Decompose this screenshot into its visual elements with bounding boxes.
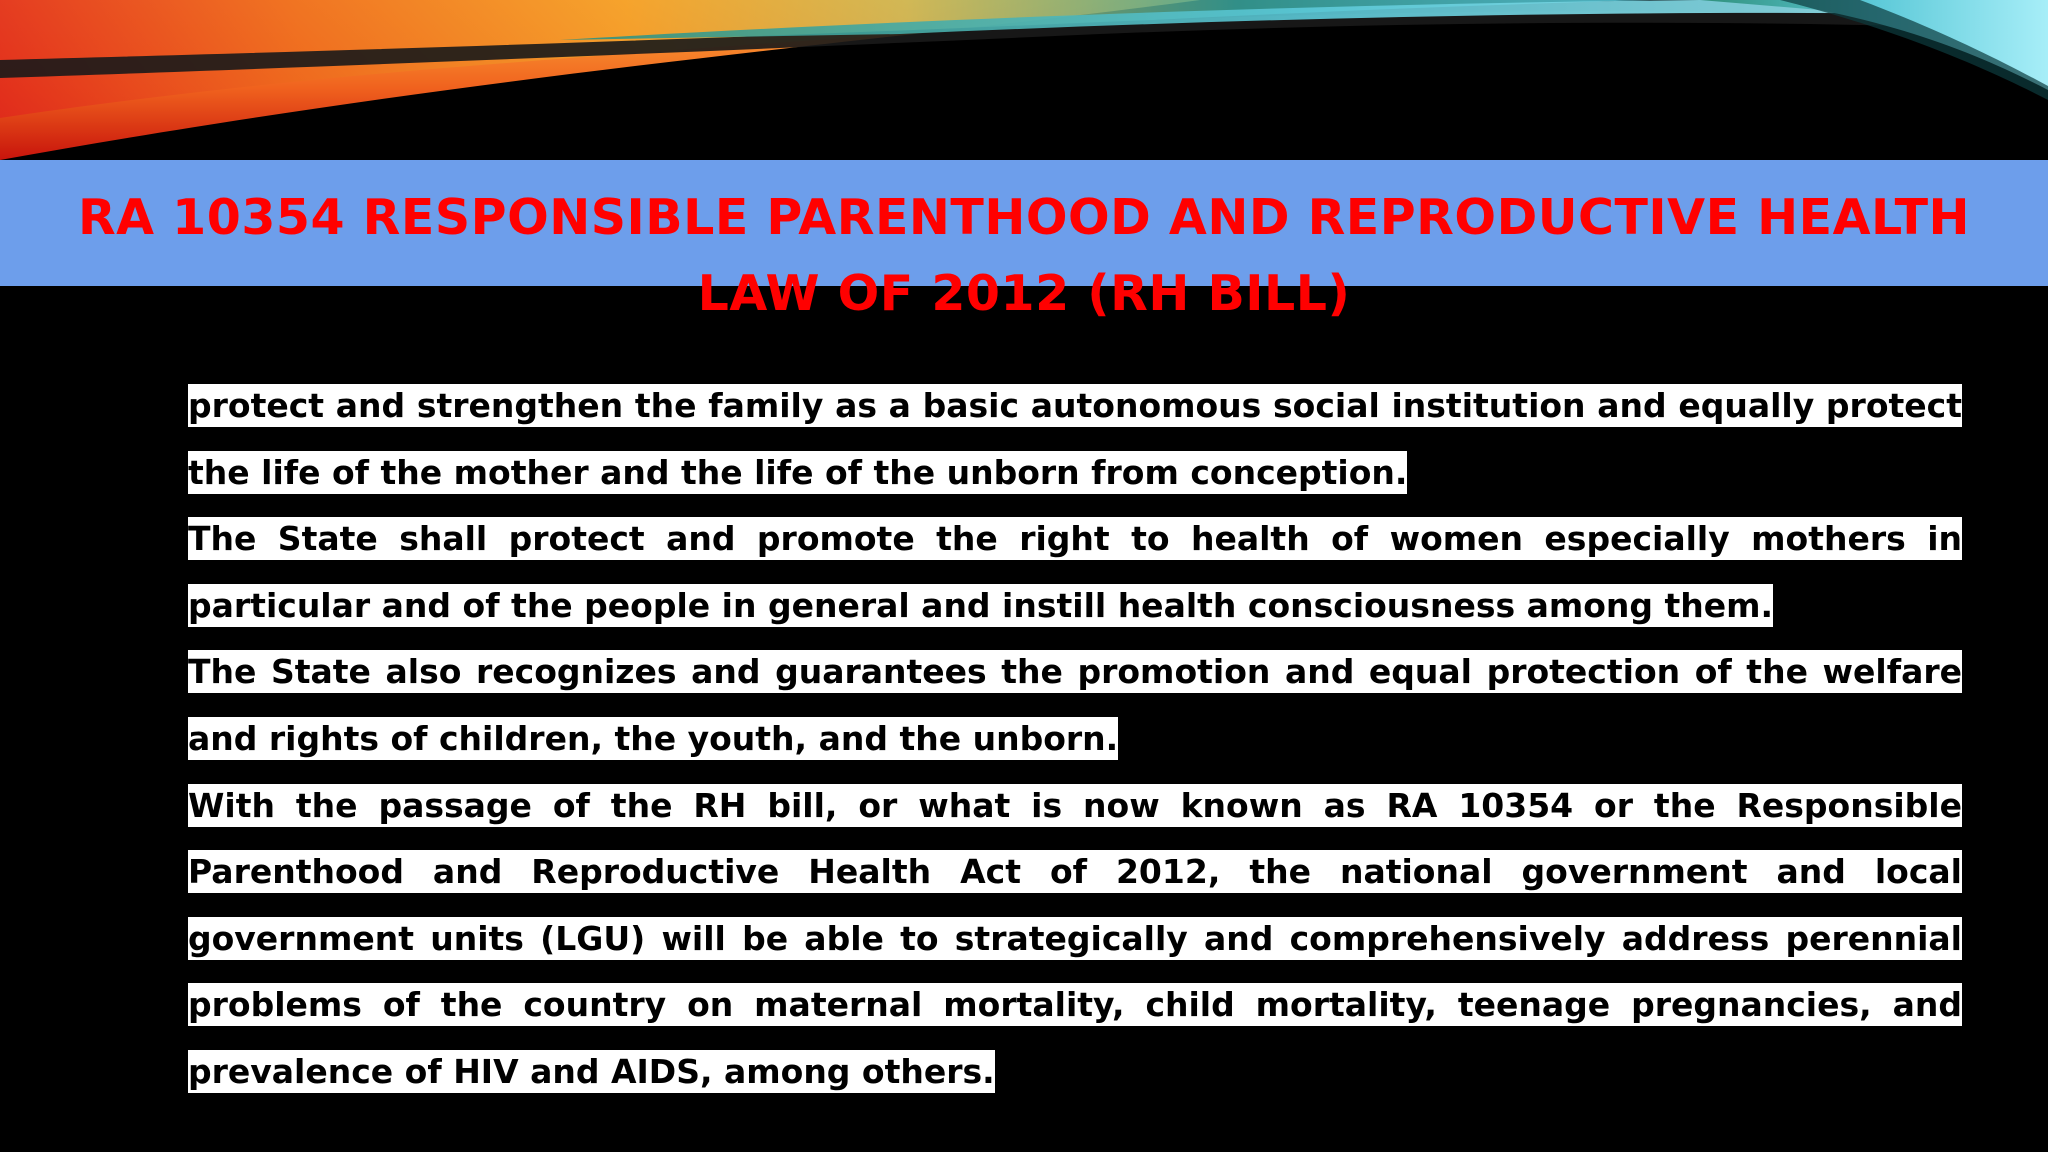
paragraph-rh-bill-passage: With the passage of the RH bill, or what is now known as RA 10354 or the Responsible Parenthood and Reproductive Health Act of 2012, the national government and local government units (LGU) will be able to strategically and comprehensively address perennial problems of the country on maternal mortality, child mortality, teenage pregnancies, and prevalence of HIV and AIDS, among others.: [188, 785, 1962, 1091]
decorative-swoosh-banner: [0, 0, 2048, 170]
paragraph-right-to-health: The State shall protect and promote the right to health of women especially mothers in particular and of the people in general and instill health consciousness among them.: [188, 519, 1962, 625]
paragraph-children-youth-rights: The State also recognizes and guarantees the promotion and equal protection of the welfare and rights of children, the youth, and the unborn.: [188, 652, 1962, 758]
slide-title: RA 10354 RESPONSIBLE PARENTHOOD AND REPRODUCTIVE HEALTH LAW OF 2012 (RH BILL): [77, 189, 1971, 322]
paragraph-family-protection: protect and strengthen the family as a basic autonomous social institution and equally protect the life of the mother and the life of the unborn from conception.: [188, 386, 1962, 492]
slide-body: [188, 373, 1962, 1106]
